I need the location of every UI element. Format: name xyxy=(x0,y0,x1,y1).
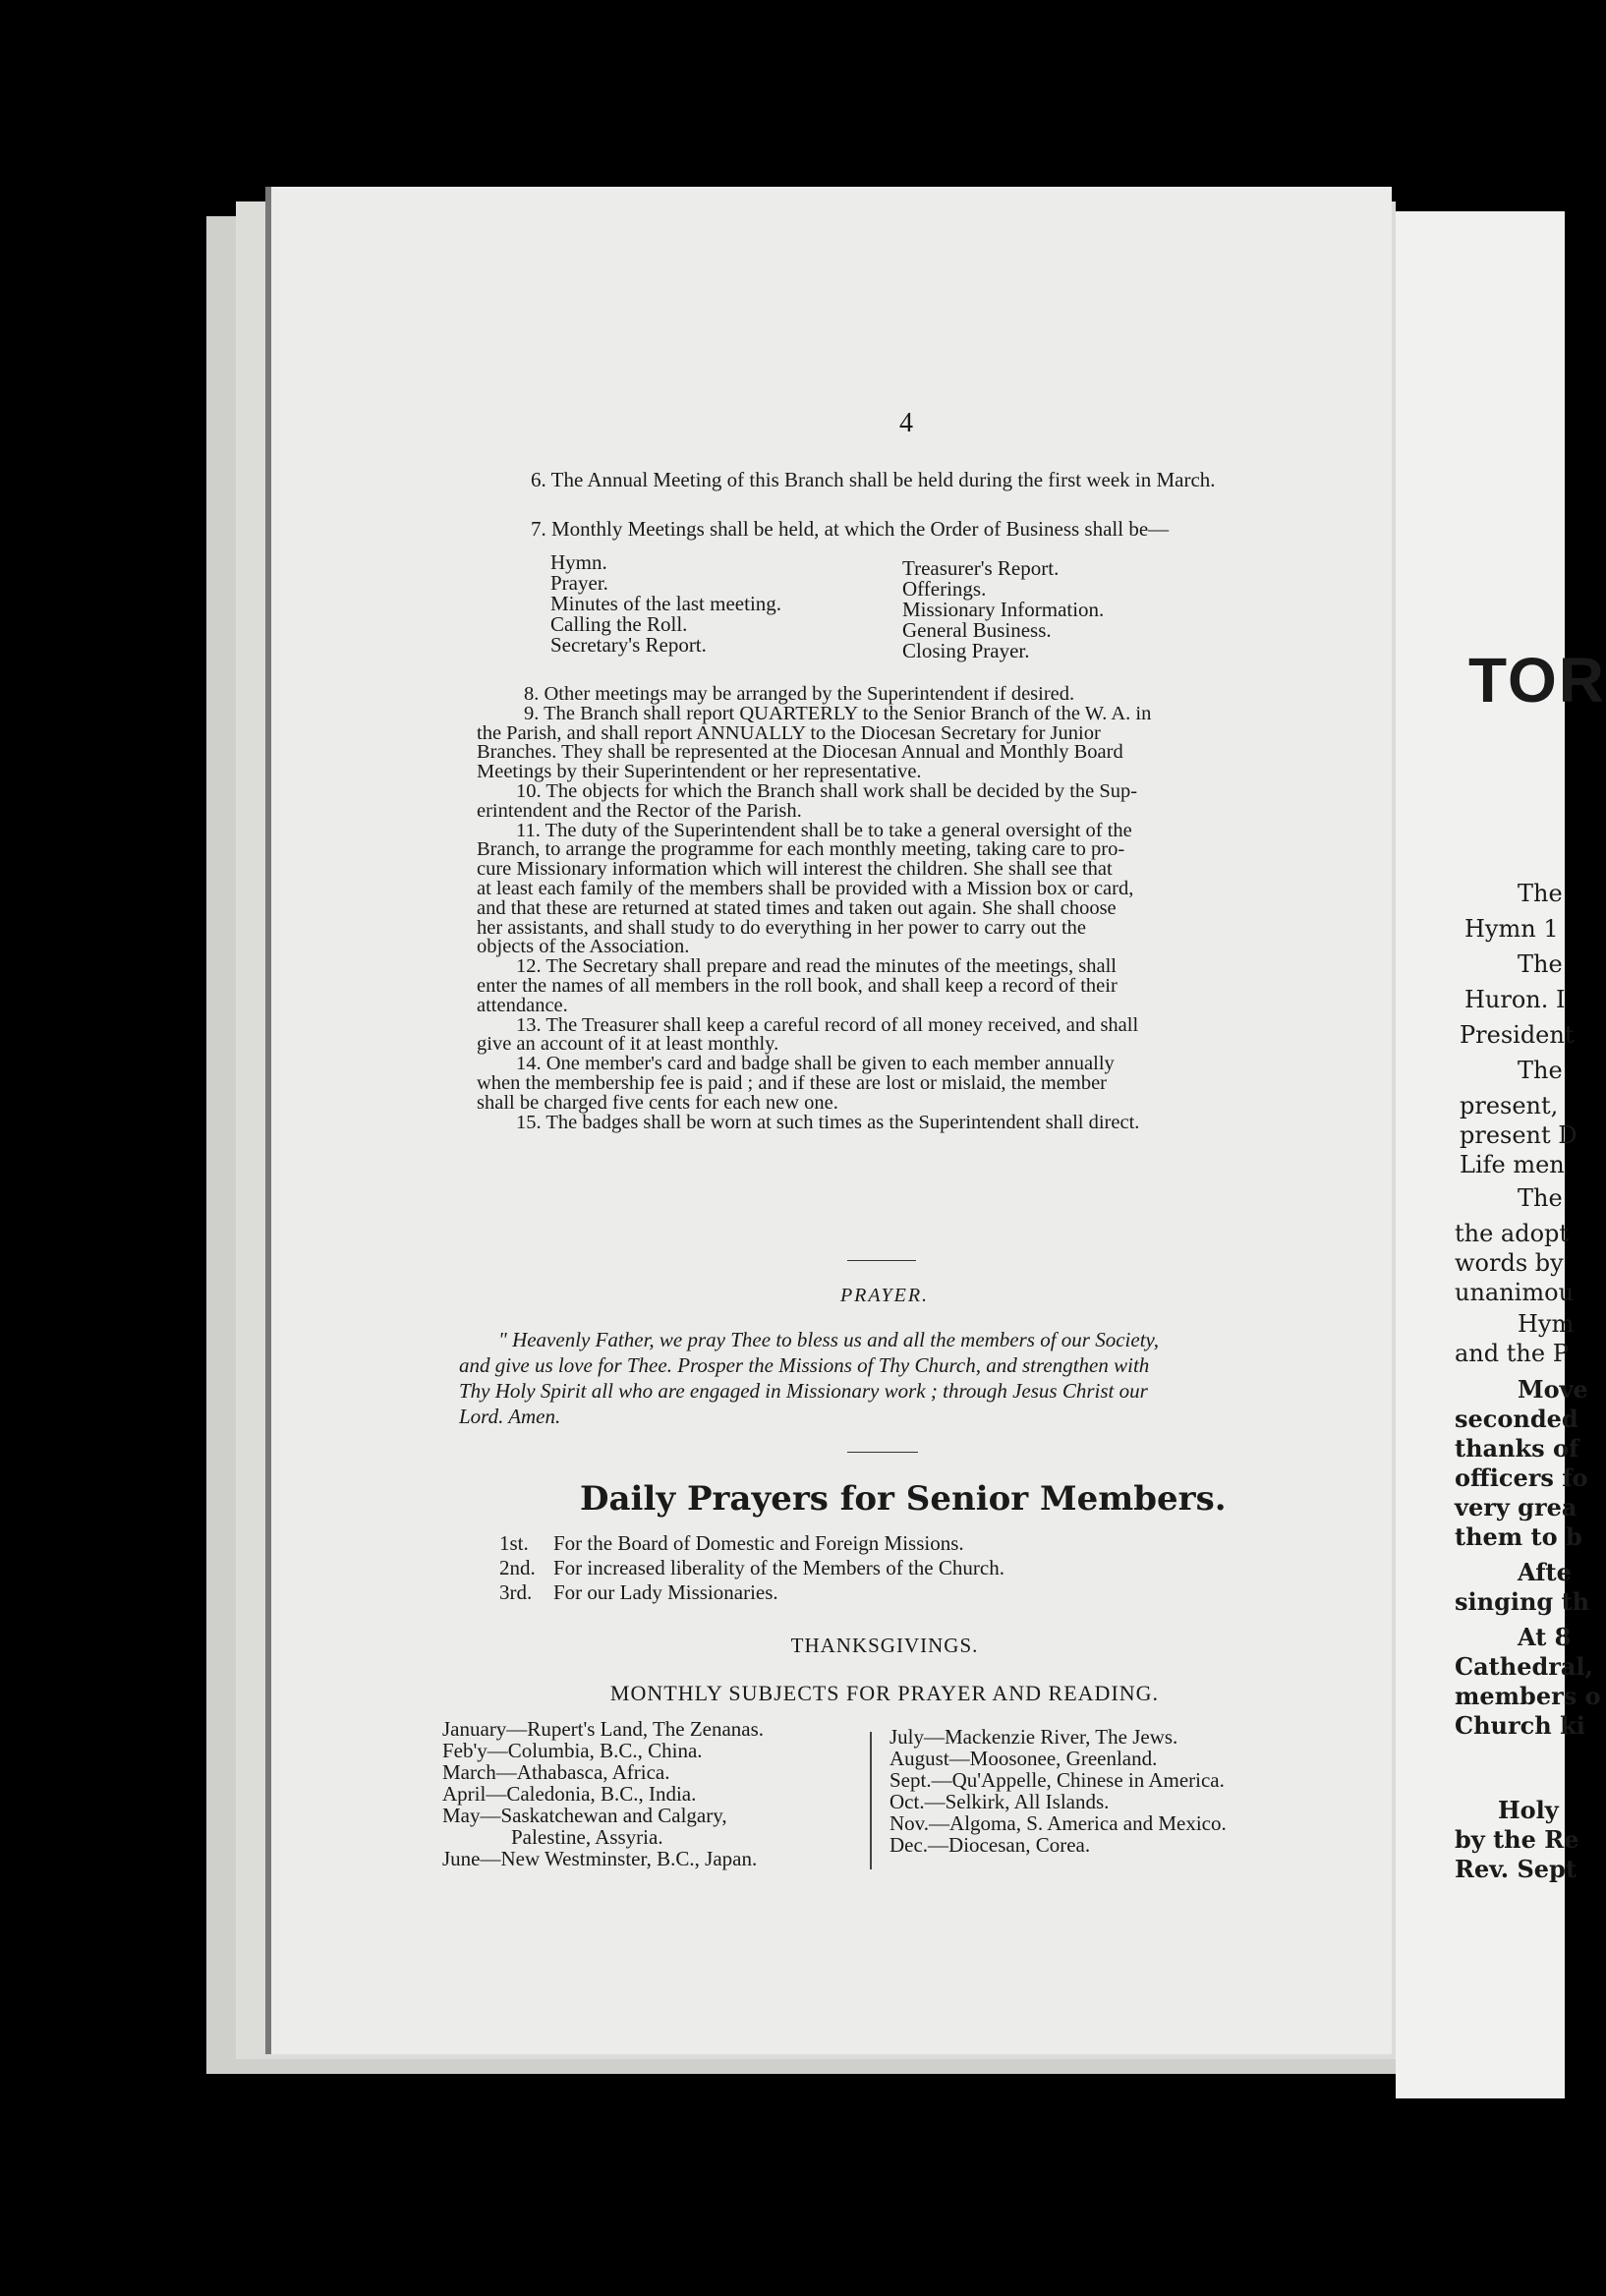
facing-page xyxy=(1396,211,1606,2098)
facing-page-line: very grea xyxy=(1455,1493,1577,1521)
body-line: cure Missionary information which will interest the children. She shall see that xyxy=(477,858,1113,881)
month-entry: Palestine, Assyria. xyxy=(511,1825,663,1849)
month-entry: June—New Westminster, B.C., Japan. xyxy=(442,1847,758,1870)
body-line: 12. The Secretary shall prepare and read the minutes of the meetings, shall xyxy=(516,955,1117,978)
rule-7: 7. Monthly Meetings shall be held, at which the Order of Business shall be— xyxy=(531,517,1170,541)
facing-page-line: and the P xyxy=(1455,1340,1569,1367)
month-entry: Sept.—Qu'Appelle, Chinese in America. xyxy=(889,1768,1225,1792)
daily-prayer-item: 1st. For the Board of Domestic and Foreign Missions. xyxy=(499,1531,964,1555)
body-line: at least each family of the members shall be provided with a Mission box or card, xyxy=(477,877,1134,899)
thanksgivings-heading: THANKSGIVINGS. xyxy=(790,1634,979,1657)
facing-page-line: by the Re xyxy=(1455,1825,1579,1854)
month-entry: January—Rupert's Land, The Zenanas. xyxy=(442,1717,765,1741)
facing-page-line: thanks of xyxy=(1455,1434,1579,1463)
business-item: Minutes of the last meeting. xyxy=(550,592,782,615)
body-line: Meetings by their Superintendent or her representative. xyxy=(477,761,922,783)
body-line: attendance. xyxy=(477,994,568,1016)
body-line: 10. The objects for which the Branch shall work shall be decided by the Sup- xyxy=(516,779,1138,802)
prayer-line: " Heavenly Father, we pray Thee to bless us and all the members of our Society, xyxy=(498,1328,1159,1351)
months-left-column xyxy=(442,1718,764,1869)
facing-page-line: The xyxy=(1518,1057,1563,1084)
body-text xyxy=(477,685,1151,1132)
daily-prayer-item: 2nd. For increased liberality of the Members of the Church. xyxy=(499,1556,1004,1579)
body-line: give an account of it at least monthly. xyxy=(477,1033,779,1056)
facing-page-line: Huron. I xyxy=(1464,986,1566,1013)
body-line: 13. The Treasurer shall keep a careful record of all money received, and shall xyxy=(516,1013,1139,1036)
facing-page-line: the adopt xyxy=(1455,1220,1570,1247)
month-entry: Nov.—Algoma, S. America and Mexico. xyxy=(889,1811,1227,1835)
facing-page-line: present D xyxy=(1460,1121,1577,1149)
facing-page-line: Afte xyxy=(1518,1558,1572,1586)
body-line: erintendent and the Rector of the Parish. xyxy=(477,799,802,822)
page-number: 4 xyxy=(899,408,913,438)
daily-prayers-heading: Daily Prayers for Senior Members. xyxy=(580,1479,1227,1519)
facing-page-line: The xyxy=(1518,950,1563,978)
body-line: objects of the Association. xyxy=(477,936,690,958)
monthly-subjects-heading: MONTHLY SUBJECTS FOR PRAYER AND READING. xyxy=(609,1681,1160,1705)
month-entry: Oct.—Selkirk, All Islands. xyxy=(889,1790,1110,1813)
month-entry: Dec.—Diocesan, Corea. xyxy=(889,1833,1091,1857)
facing-page-line: Cathedral, xyxy=(1455,1652,1593,1681)
body-line: enter the names of all members in the roll book, and shall keep a record of their xyxy=(477,974,1118,997)
facing-page-line: Holy xyxy=(1498,1796,1559,1824)
facing-page-line: The xyxy=(1518,880,1563,907)
business-item: Closing Prayer. xyxy=(902,639,1030,662)
body-line: and that these are returned at stated times and taken out again. She shall choose xyxy=(477,896,1117,919)
business-item: Missionary Information. xyxy=(902,598,1105,621)
body-line: Branches. They shall be represented at the Diocesan Annual and Monthly Board xyxy=(477,741,1123,764)
daily-prayers-list xyxy=(499,1531,1004,1605)
column-divider xyxy=(870,1732,872,1869)
business-item: General Business. xyxy=(902,618,1052,642)
facing-page-line: present, xyxy=(1460,1092,1559,1119)
body-line: her assistants, and shall study to do everything in her power to carry out the xyxy=(477,916,1086,939)
business-item: Offerings. xyxy=(902,577,987,601)
facing-page-line: Church ki xyxy=(1455,1711,1585,1740)
month-entry: July—Mackenzie River, The Jews. xyxy=(889,1725,1178,1749)
divider-rule xyxy=(847,1260,916,1261)
prayer-heading: PRAYER. xyxy=(839,1285,930,1306)
facing-page-line: unanimou xyxy=(1455,1279,1575,1306)
facing-page-line: Move xyxy=(1518,1375,1588,1404)
month-entry: May—Saskatchewan and Calgary, xyxy=(442,1804,727,1827)
facing-page-line: seconded xyxy=(1455,1405,1578,1433)
business-item: Hymn. xyxy=(550,550,607,574)
month-entry: April—Caledonia, B.C., India. xyxy=(442,1782,697,1806)
order-of-business-left xyxy=(550,552,781,656)
facing-page-line: officers fo xyxy=(1455,1464,1588,1492)
body-line: 11. The duty of the Superintendent shall be to take a general oversight of the xyxy=(516,819,1132,841)
facing-page-line: Hymn 1 xyxy=(1464,915,1559,943)
prayer-line: Thy Holy Spirit all who are engaged in Missionary work ; through Jesus Christ our xyxy=(459,1379,1148,1403)
body-line: 9. The Branch shall report QUARTERLY to the Senior Branch of the W. A. in xyxy=(524,702,1152,724)
body-line: shall be charged five cents for each new one. xyxy=(477,1091,838,1114)
divider-rule xyxy=(847,1452,918,1453)
month-entry: March—Athabasca, Africa. xyxy=(442,1760,670,1784)
business-item: Treasurer's Report. xyxy=(902,556,1060,580)
facing-page-line: words by xyxy=(1455,1249,1564,1277)
facing-page-line: President xyxy=(1460,1021,1575,1049)
order-of-business-right xyxy=(902,558,1104,661)
facing-page-line: members o xyxy=(1455,1682,1601,1710)
facing-page-line: singing th xyxy=(1455,1587,1590,1616)
business-item: Prayer. xyxy=(550,571,608,595)
facing-page-line: Life men xyxy=(1460,1151,1565,1178)
facing-page-line: The xyxy=(1518,1184,1563,1212)
body-line: Branch, to arrange the programme for each monthly meeting, taking care to pro- xyxy=(477,838,1125,861)
business-item: Secretary's Report. xyxy=(550,633,707,657)
month-entry: Feb'y—Columbia, B.C., China. xyxy=(442,1739,703,1762)
prayer-text xyxy=(459,1327,1159,1429)
body-line: the Parish, and shall report ANNUALLY to the Diocesan Secretary for Junior xyxy=(477,721,1101,744)
facing-page-line: Rev. Sept xyxy=(1455,1855,1577,1883)
business-item: Calling the Roll. xyxy=(550,612,688,636)
month-entry: August—Moosonee, Greenland. xyxy=(889,1747,1158,1770)
facing-page-title: TOR xyxy=(1468,645,1606,716)
body-line: 8. Other meetings may be arranged by the Superintendent if desired. xyxy=(524,683,1075,705)
rule-6: 6. The Annual Meeting of this Branch shall be held during the first week in March. xyxy=(531,468,1216,491)
months-right-column xyxy=(889,1726,1227,1856)
prayer-line: and give us love for Thee. Prosper the Missions of Thy Church, and strengthen with xyxy=(459,1353,1150,1377)
daily-prayer-item: 3rd. For our Lady Missionaries. xyxy=(499,1580,778,1604)
body-line: 14. One member's card and badge shall be given to each member annually xyxy=(516,1053,1115,1075)
facing-page-line: Hym xyxy=(1518,1310,1575,1338)
prayer-line: Lord. Amen. xyxy=(459,1405,561,1428)
body-line: when the membership fee is paid ; and if these are lost or mislaid, the member xyxy=(477,1071,1108,1094)
body-line: 15. The badges shall be worn at such times as the Superintendent shall direct. xyxy=(516,1111,1140,1133)
facing-page-line: them to b xyxy=(1455,1522,1582,1551)
facing-page-line: At 8 xyxy=(1518,1623,1572,1651)
